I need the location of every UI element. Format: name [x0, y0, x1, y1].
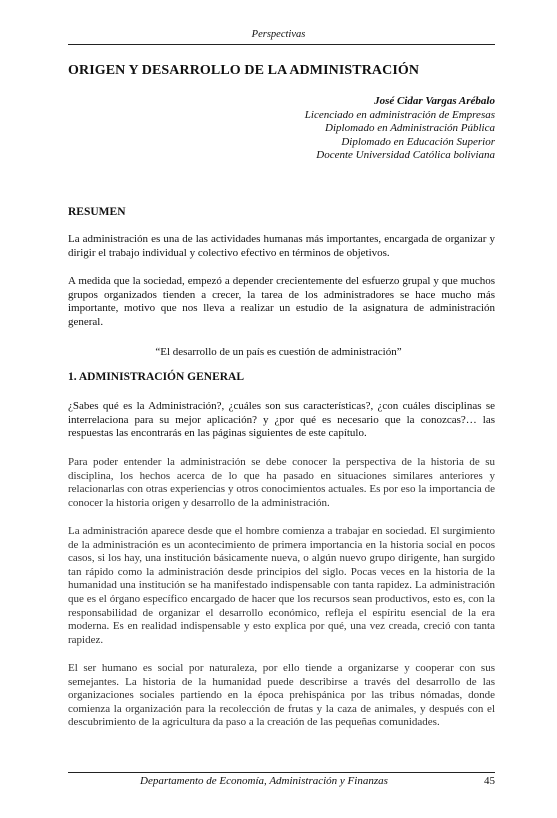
section-heading: 1. ADMINISTRACIÓN GENERAL	[68, 371, 245, 383]
author-credential: Docente Universidad Católica boliviana	[316, 149, 495, 162]
author-credential: Diplomado en Administración Pública	[325, 122, 495, 135]
footer-rule	[68, 772, 495, 773]
author-credential: Licenciado en administración de Empresas	[304, 108, 495, 121]
body-paragraph: La administración aparece desde que el hombre comienza a trabajar en sociedad. El surgimiento de la administración es un acontecimiento de primera importancia en la historia social en pocos casos, si los hay, una institución básicamente nueva, o algún nuevo grupo dirigente, han surgido tan rápido como la administración desde principios del siglo. Pocas veces en la historia de la humanidad una institución se ha manifestado indispensable con tanta rapidez. La administración que es el órgano específico encargado de hacer que los recursos sean productivos, esto es, con la responsabilidad de organizar el desarrollo económico, refleja el espíritu esencial de la era moderna. Es en realidad indispensable y esto explica por qué, una vez creada, creció con tanta rapidez.	[68, 525, 495, 646]
resumen-heading: RESUMEN	[68, 206, 126, 218]
header-rule	[68, 44, 495, 45]
body-paragraph: El ser humano es social por naturaleza, por ello tiende a organizarse y cooperar con sus semejantes. La historia de la humanidad puede describirse a través del desarrollo de las organizaciones sociales partiendo en la época prehispánica por las tribus nómadas, donde comienza la organización para la recolección de frutas y la caza de animales, y después con el descubrimiento de la agricultura da paso a la creación de las pequeñas comunidades.	[68, 662, 495, 729]
footer-department: Departamento de Economía, Administración y Finanzas	[140, 775, 388, 787]
author-name: José Cidar Vargas Arébalo	[374, 95, 495, 107]
page-number: 45	[484, 775, 495, 787]
running-header: Perspectivas	[251, 29, 306, 40]
author-block	[305, 95, 495, 163]
article-title: ORIGEN Y DESARROLLO DE LA ADMINISTRACIÓN	[68, 63, 420, 78]
resumen-paragraph: A medida que la sociedad, empezó a depender crecientemente del esfuerzo grupal y que muchos grupos organizados tienden a crecer, la tarea de los administradores se hace mucho más importante, motivo que nos lleva a realizar un estudio de la asignatura de administración general.	[68, 275, 495, 328]
body-paragraph: ¿Sabes qué es la Administración?, ¿cuáles son sus características?, ¿con cuáles disciplinas se interrelaciona para su mejor aplicación? y ¿por qué es necesario que la conozcas?… las respuestas las encontrarás en las páginas siguientes de este capítulo.	[68, 400, 495, 440]
resumen-paragraph: La administración es una de las actividades humanas más importantes, encargada de organizar y dirigir el trabajo individual y colectivo efectivo en términos de objetivos.	[68, 233, 495, 259]
epigraph-quote: “El desarrollo de un país es cuestión de administración”	[155, 346, 402, 358]
author-credential: Diplomado en Educación Superior	[341, 135, 495, 148]
body-paragraph: Para poder entender la administración se debe conocer la perspectiva de la historia de su disciplina, los hechos acerca de lo que ha pasado en situaciones similares anteriores y relacionarlas con otras experiencias y otros conocimientos actuales. Es por eso la importancia de conocer la historia origen y desarrollo de la administración.	[68, 456, 495, 509]
